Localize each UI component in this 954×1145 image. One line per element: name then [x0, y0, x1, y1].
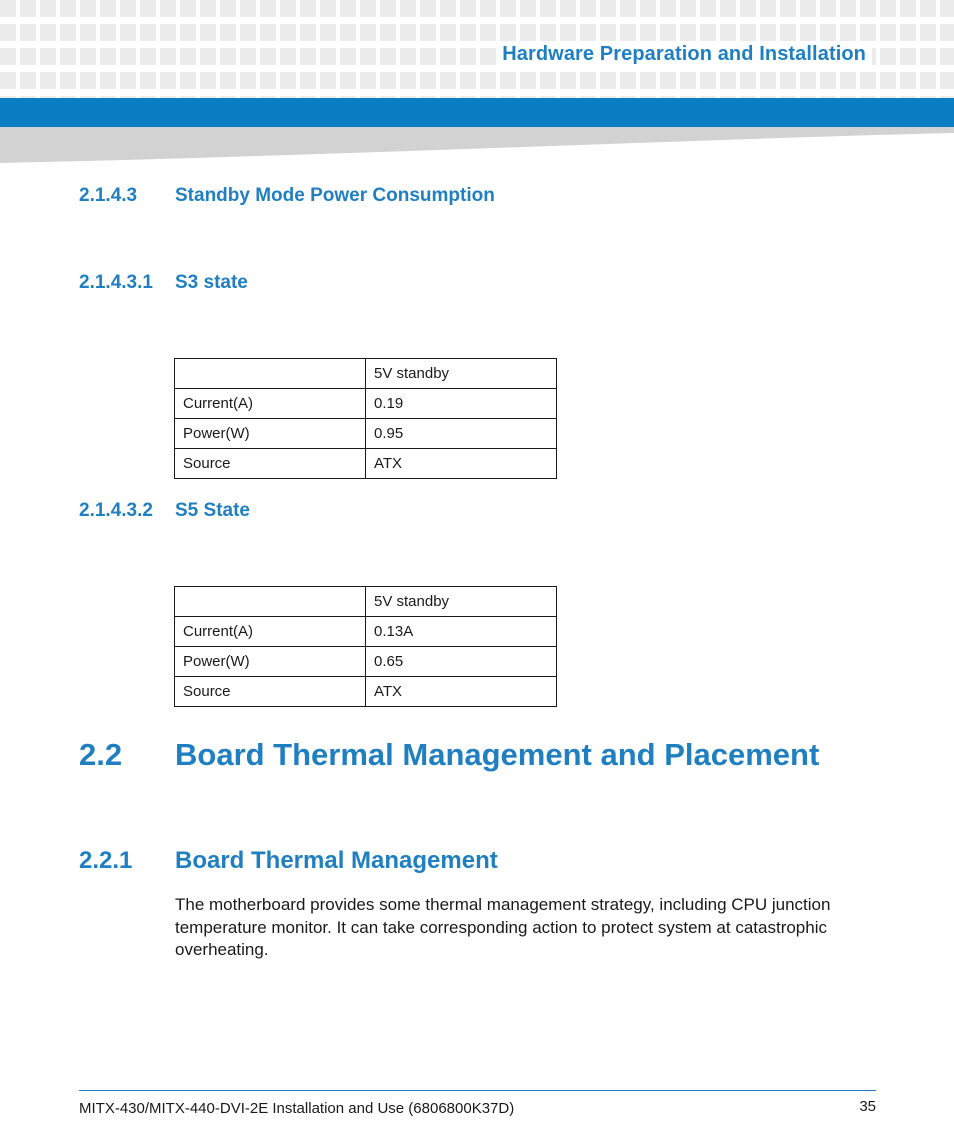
table-cell: Source	[175, 677, 366, 707]
table-cell: ATX	[366, 449, 557, 479]
section-heading-s3	[79, 272, 248, 294]
table-cell: 0.65	[366, 647, 557, 677]
section-heading-2-1-4-3	[79, 185, 495, 207]
table-row	[175, 449, 557, 479]
table-header-row	[175, 587, 557, 617]
table-header-row	[175, 359, 557, 389]
section-heading-2-2	[79, 737, 819, 773]
s5-power-table	[174, 586, 557, 707]
table-row	[175, 647, 557, 677]
section-title: Board Thermal Management and Placement	[175, 737, 820, 772]
section-heading-s5	[79, 500, 250, 522]
section-number: 2.1.4.3.2	[79, 500, 153, 521]
table-header-cell: 5V standby	[366, 359, 557, 389]
section-title: S3 state	[175, 272, 248, 293]
table-header-cell	[175, 587, 366, 617]
table-cell: 0.19	[366, 389, 557, 419]
section-title: Standby Mode Power Consumption	[175, 185, 495, 206]
table-row	[175, 617, 557, 647]
table-cell: Current(A)	[175, 617, 366, 647]
table-cell: Power(W)	[175, 419, 366, 449]
section-number: 2.2.1	[79, 847, 133, 874]
header-blue-bar	[0, 98, 954, 127]
section-number: 2.1.4.3.1	[79, 272, 153, 293]
table-header-cell: 5V standby	[366, 587, 557, 617]
table-cell: Source	[175, 449, 366, 479]
s3-power-table	[174, 358, 557, 479]
page-number: 35	[859, 1098, 876, 1115]
section-heading-2-2-1	[79, 847, 498, 875]
table-row	[175, 677, 557, 707]
footer-rule	[79, 1090, 876, 1091]
section-title: S5 State	[175, 500, 250, 521]
running-header-title: Hardware Preparation and Installation	[496, 43, 872, 66]
table-cell: ATX	[366, 677, 557, 707]
table-row	[175, 419, 557, 449]
table-cell: Power(W)	[175, 647, 366, 677]
section-number: 2.1.4.3	[79, 185, 138, 206]
table-cell: Current(A)	[175, 389, 366, 419]
header-gray-swoosh	[0, 127, 954, 163]
footer-doc-title: MITX-430/MITX-440-DVI-2E Installation and Use (6806800K37D)	[79, 1100, 515, 1117]
table-header-cell	[175, 359, 366, 389]
section-number: 2.2	[79, 737, 123, 772]
table-cell: 0.95	[366, 419, 557, 449]
table-cell: 0.13A	[366, 617, 557, 647]
body-paragraph: The motherboard provides some thermal management strategy, including CPU junction temperature monitor. It can take corresponding action to protect system at catastrophic overheating.	[175, 895, 831, 959]
section-title: Board Thermal Management	[175, 847, 498, 874]
table-row	[175, 389, 557, 419]
